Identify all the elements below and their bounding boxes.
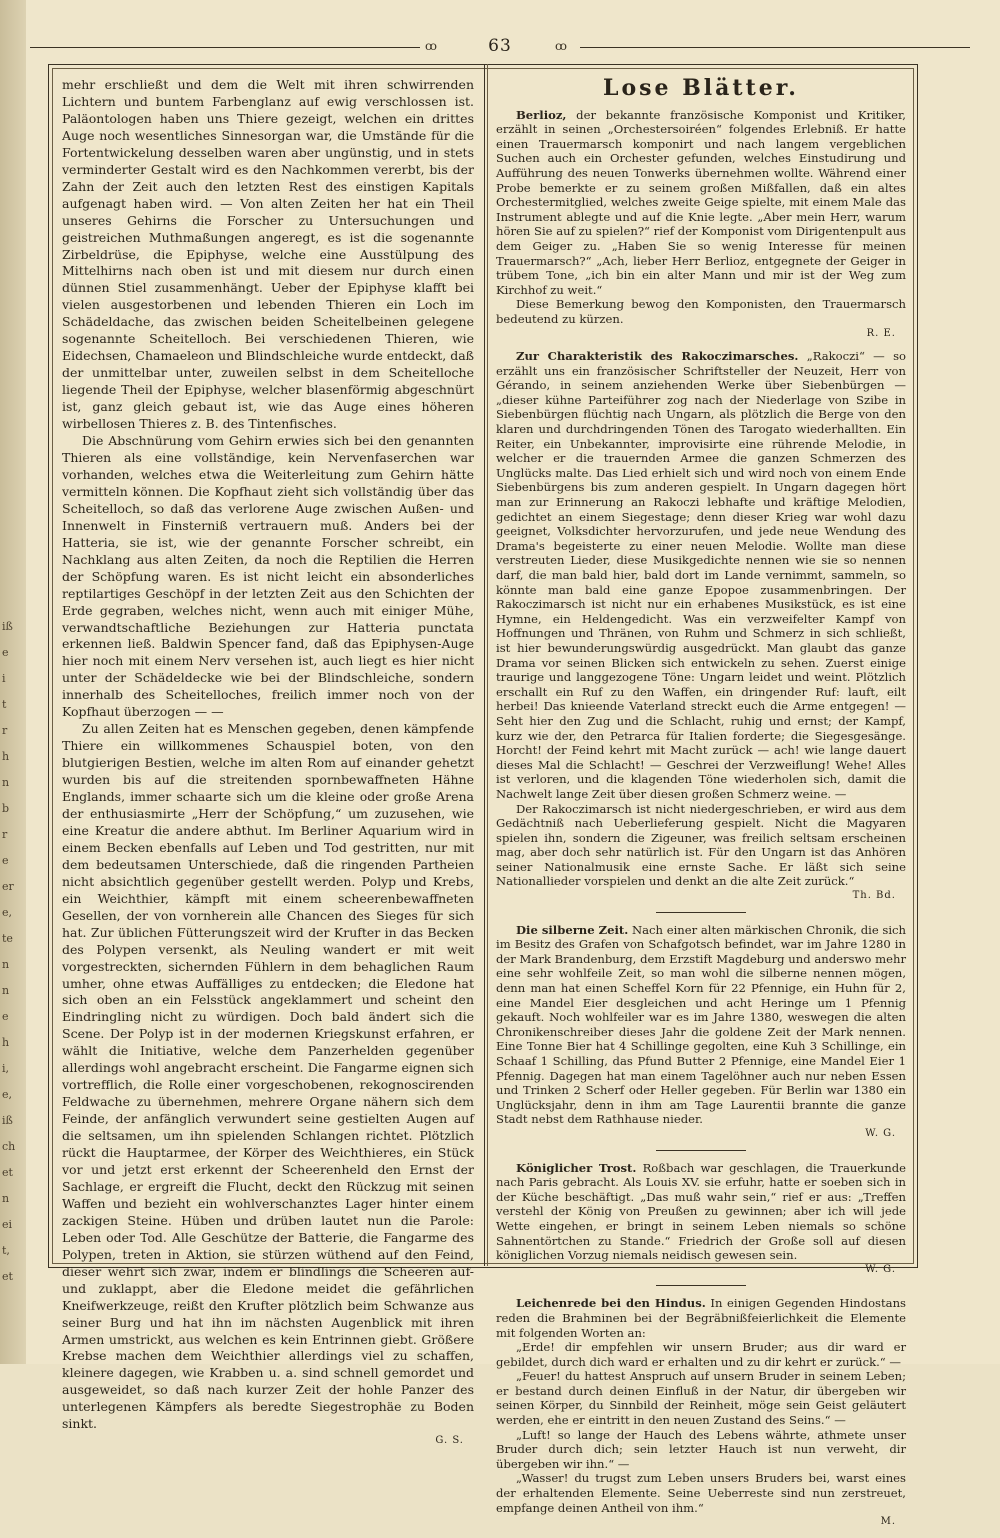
article-silberne-zeit xyxy=(496,923,906,1142)
article-separator xyxy=(656,912,746,913)
binding-edge-strip xyxy=(0,0,26,1364)
right-column xyxy=(496,77,906,1538)
left-paragraph: Die Abschnürung vom Gehirn erwies sich bei den genannten Thieren als eine vollständige, kein Nervenfaserchen war vorhanden, welches etwa die Weiterleitung zum Gehirn hätte vermitteln können. Die Kopfhaut zieht sich vollständig über das Scheitelloch, so daß das verlorene Auge zwischen Außen- und Innenwelt in Finsterniß vertrauern muß. Anders bei der Hatteria, sie ist, wie der genannte Forscher schreibt, ein Nachklang aus alten Zeiten, da noch die Reptilien die Herren der Schöpfung waren. Es ist nicht leicht ein absonderliches reptilartiges Geschöpf in der letzten Zeit aus den Schichten der Erde gegraben, welches nicht, wenn auch mit einiger Mühe, verwandtschaftliche Beziehungen zur Hatteria punctata erkennen ließ. Baldwin Spencer fand, daß das Epiphysen-Auge hier noch mit einem Nerv versehen ist, auch liegt es hier nicht unter der Schädeldecke wie bei der Blindschleiche, sondern innerhalb des Scheitelloches, freilich immer noch von der Kopfhaut überzogen — — xyxy=(62,433,474,720)
page-header xyxy=(30,36,970,60)
article-paragraph: Diese Bemerkung bewog den Komponisten, den Trauermarsch bedeutend zu kürzen. xyxy=(496,297,906,326)
margin-fragment: n xyxy=(2,984,10,997)
margin-fragment: e, xyxy=(2,1088,13,1101)
margin-fragment: ei xyxy=(2,1218,13,1231)
article-headline: Die silberne Zeit. xyxy=(516,922,629,937)
margin-fragment: n xyxy=(2,1192,10,1205)
margin-fragment: ch xyxy=(2,1140,16,1153)
article-paragraph: Der Rakoczimarsch ist nicht niedergeschrieben, er wird aus dem Gedächtniß nach Ueberlieferung gespielt. Nicht die Magyaren spielen ihn, sondern die Zigeuner, was freilich seltsam erscheinen mag, aber doch sehr natürlich ist. Für den Ungarn ist das Anhören seiner Nationalmusik eine ernste Sache. Er läßt sich seine Nationallieder vorspielen und denkt an die alte Zeit zurück.“ xyxy=(496,801,906,889)
article-body: Nach einer alten märkischen Chronik, die sich im Besitz des Grafen von Schafgotsch befindet, war im Jahre 1280 in der Mark Brandenburg, dem Erzstift Magdeburg und anderswo mehr eine sehr wohlfeile Zeit, so man wohl die silberne nennen mögen, denn man hat einen Scheffel Korn für 22 Pfennige, ein Huhn für 2, eine Mandel Eier desgleichen und acht Heringe um 1 Pfennig gekauft. Noch wohlfeiler war es im Jahre 1380, weswegen die alten Chronikenschreiber dieses Jahr die goldene Zeit der Mark nennen. Eine Tonne Bier hat 4 Schillinge gegolten, eine Kuh 3 Schillinge, ein Schaaf 1 Schilling, das Pfund Butter 2 Pfennige, eine Mandel Eier 1 Pfennig. Dagegen hat man einem Tagelöhner auch nur neben Essen und Trinken 2 Scherf oder Heller gegeben. Für Berlin war 1380 ein Unglücksjahr, denn in ihm am Tage Laurentii brannte die ganze Stadt nebst dem Rathhause nieder. xyxy=(496,922,906,1127)
margin-fragment: e xyxy=(2,646,9,659)
article-paragraph xyxy=(496,108,906,298)
margin-fragment: e, xyxy=(2,906,13,919)
article-body: „Rakoczi“ — so erzählt uns ein französischer Schriftsteller der Neuzeit, Herr von Gérando, in seinem anziehenden Werke über Siebenbürgen — „dieser kühne Parteiführer zog nach der Niederlage von Szibe in Siebenbürgen flüchtig nach Ungarn, als plötzlich die Berge von den klaren und durchdringenden Tönen des Tarogato wiederhallten. Ein Reiter, ein Unbekannter, improvisirte eine rührende Melodie, in welcher er die trauernden Armee die ganzen Schmerzen des Unglücks malte. Das Lied erhielt sich und wird noch von einem Ende Siebenbürgens bis zum anderen gespielt. In Ungarn dagegen hört man zur Erinnerung an Rakoczi lebhafte und kräftige Melodien, gedichtet an einem Siegestage; denn dieser Krieg war wohl dazu geeignet, Volksdichter hervorzurufen, und jede neue Wendung des Drama's begeisterte zu einer neuen Melodie. Wollte man diese verstreuten Lieder, diese Musikgedichte nennen wie sie so nennen darf, die man bald hier, bald dort im Lande vernimmt, sammeln, so könnte man bald eine ganze Epopoe zusammenbringen. Der Rakoczimarsch ist nicht nur ein erhabenes Musikstück, es ist eine Hymne, ein Heldengedicht. Was ein verzweifelter Kampf von Hoffnungen und Thränen, von Ruhm und Schmerz in sich schließt, ist hier bewunderungswürdig ausgedrückt. Man glaubt das ganze Drama vor seinen Blicken sich entwickeln zu sehen. Zuerst einige traurige und langgezogene Töne: Ungarn leidet und weint. Plötzlich erschallt ein Ruf zu den Waffen, ein dringender Ruf: lauft, eilt herbei! Das knieende Vaterland streckt euch die Arme entgegen! — Seht hier den Zug und die Schlacht, ruhig und ernst; der Kampf, kurz wie der, den Petrarca für Italien forderte; die Siegesgesänge. Horcht! der Feind kehrt mit Macht zurück — ach! wie lange dauert dieses Mal die Schlacht! — Geschrei der Verzweiflung! Wehe! Alles ist verloren, und die klagenden Töne wiederholen sich, damit die Nachwelt lange Zeit über diesen großen Schmerz weine. — xyxy=(496,349,906,801)
article-verse: „Erde! dir empfehlen wir unsern Bruder; aus dir ward er gebildet, durch dich ward er erhalten und zu dir kehrt er zurück.“ — xyxy=(496,1340,906,1369)
article-paragraph xyxy=(496,349,906,801)
column-divider xyxy=(484,64,488,1266)
left-paragraph: mehr erschließt und dem die Welt mit ihren schwirrenden Lichtern und buntem Farbenglanz auf ewig verschlossen ist. Paläontologen haben uns Thiere gezeigt, welchen ein drittes Auge noch wesentliches Sinnesorgan war, die Umstände für die Fortentwickelung desselben waren aber ungünstig, und in stets verminderter Gestalt wird es den Nachkommen vererbt, bis der Zahn der Zeit auch den letzten Rest des einstigen Kapitals aufgenagt haben wird. — Von alten Zeiten her hat ein Theil unseres Gehirns die Forscher zu Untersuchungen und geistreichen Muthmaßungen angeregt, es ist die sogenannte Zirbeldrüse, die Epiphyse, welche eine Ausstülpung des Mittelhirns nach oben ist und mit diesem nur durch einen dünnen Stiel zusammenhängt. Ueber der Epiphyse klafft bei vielen ausgestorbenen und lebenden Thieren ein Loch im Schädeldache, das zwischen beiden Scheitelbeinen gelegene sogenannte Scheitelloch. Bei verschiedenen Thieren, wie Eidechsen, Chamaeleon und Blindschleiche wurde entdeckt, daß der unmittelbar unter, zuweilen selbst in dem Scheitelloche liegende Theil der Epiphyse, welcher blasenförmig abgeschnürt ist, ganz gleich gebaut ist, wie das Auge eines höheren wirbellosen Thieres z. B. des Tintenfisches. xyxy=(62,77,475,432)
margin-fragment: t xyxy=(2,698,7,711)
article-headline: Königlicher Trost. xyxy=(516,1160,637,1175)
margin-fragment: r xyxy=(2,724,8,737)
margin-fragment: te xyxy=(2,932,13,945)
margin-fragment: b xyxy=(2,802,10,815)
margin-fragment: er xyxy=(2,880,14,893)
article-paragraph xyxy=(496,1161,906,1263)
article-paragraph xyxy=(496,1296,906,1340)
article-body: der bekannte französische Komponist und Kritiker, erzählt in seinen „Orchestersoiréen“ folgendes Erlebniß. Er hatte einen Trauermarsch komponirt und nach langem vergeblichen Suchen auch ein Orchester gefunden, welches Einstudirung und Aufführung des neuen Tonwerks übernehmen wollte. Während einer Probe bemerkte er zu seinem großen Mißfallen, daß ein altes Orchestermitglied, welches zweite Geige spielte, mit einem Male das Instrument ablegte und auf die Knie legte. „Aber mein Herr, warum hören Sie auf zu spielen?“ rief der Komponist vom Dirigentenpult aus dem Geiger zu. „Haben Sie so wenig Interesse für meinen Trauermarsch?“ „Ach, lieber Herr Berlioz, entgegnete der Geiger in trübem Tone, „ich bin ein alter Mann und mir ist der Weg zum Kirchhof zu weit.“ xyxy=(496,107,906,297)
article-signature: W. G. xyxy=(865,1263,896,1275)
article-signature: Th. Bd. xyxy=(852,890,896,902)
left-signature: G. S. xyxy=(435,1435,464,1447)
article-signature: M. xyxy=(880,1516,896,1528)
ornament-right-icon: ꝏ xyxy=(555,39,567,53)
section-title: Lose Blätter. xyxy=(603,75,799,101)
margin-fragment: iß xyxy=(2,1114,13,1127)
article-headline: Zur Charakteristik des Rakoczimarsches. xyxy=(516,349,799,364)
margin-fragment: r xyxy=(2,828,8,841)
margin-fragment: et xyxy=(2,1270,13,1283)
header-rule-right xyxy=(580,47,970,48)
left-column xyxy=(62,77,474,1452)
margin-fragment: et xyxy=(2,1166,13,1179)
page-number: 63 xyxy=(488,36,512,56)
margin-fragment: n xyxy=(2,958,10,971)
article-separator xyxy=(656,1285,746,1286)
article-separator xyxy=(656,1150,746,1151)
article-leichenrede xyxy=(496,1296,906,1530)
margin-fragment: iß xyxy=(2,620,13,633)
margin-fragment: n xyxy=(2,776,10,789)
article-verse: „Wasser! du trugst zum Leben unsers Bruders bei, warst eines der erhaltenden Elemente. Seine Ueberreste sind nun zerstreuet, empfange deinen Antheil von ihm.“ xyxy=(496,1471,906,1515)
article-verse: „Luft! so lange der Hauch des Lebens währte, athmete unser Bruder durch dich; sein letzter Hauch ist nun verweht, dir übergeben wir ihn.“ — xyxy=(496,1427,906,1471)
margin-fragment: i xyxy=(2,672,6,685)
article-verse: „Feuer! du hattest Anspruch auf unsern Bruder in seinem Leben; er bestand durch deinen Einfluß in der Natur, dir übergeben wir seinen Körper, du Sinnbild der Reinheit, möge sein Geist geläutert werden, ehe er eintritt in den neuen Zustand des Seins.“ — xyxy=(496,1369,906,1428)
ornament-left-icon: ꝏ xyxy=(425,39,437,53)
article-headline: Leichenrede bei den Hindus. xyxy=(516,1296,706,1311)
margin-fragment: e xyxy=(2,854,9,867)
margin-fragment: e xyxy=(2,1010,9,1023)
margin-fragment: h xyxy=(2,750,10,763)
article-headline: Berlioz, xyxy=(516,107,567,122)
margin-fragment: t, xyxy=(2,1244,10,1257)
article-berlioz xyxy=(496,108,906,342)
article-rakoczi xyxy=(496,349,906,904)
article-body: Roßbach war geschlagen, die Trauerkunde nach Paris gebracht. Als Louis XV. sie erfuhr, hatte er soeben sich in der Küche beschäftigt. „Das muß wahr sein,“ rief er aus: „Treffen verstehl der König von Preußen zu gewinnen; aber ich will jede Wette eingehen, er bringt in seinem Leben niemals so schöne Sahnentörtchen zu Stande.“ Friedrich der Große soll auf diesen königlichen Vorzug niemals neidisch gewesen sein. xyxy=(496,1160,907,1263)
article-paragraph xyxy=(496,923,906,1127)
header-rule-left xyxy=(30,47,420,48)
article-signature: W. G. xyxy=(865,1127,896,1139)
margin-fragment: i, xyxy=(2,1062,10,1075)
article-body: In einigen Gegenden Hindostans reden die Brahminen bei der Begräbnißfeierlichkeit die Elemente mit folgenden Worten an: xyxy=(496,1296,906,1340)
left-paragraph: Zu allen Zeiten hat es Menschen gegeben, denen kämpfende Thiere ein willkommenes Schauspiel boten, von den blutgierigen Bestien, welche im alten Rom auf einander gehetzt wurden bis auf die streitenden spornbewaffneten Hähne Englands, immer schaarte sich um die kleine oder große Arena der enthusiasmirte „Herr der Schöpfung,“ um zuzusehen, wie eine Kreatur die andere abthut. Im Berliner Aquarium wird in einem Becken ebenfalls auf Leben und Tod gestritten, nur mit dem bedeutsamen Unterschiede, daß die ringenden Partheien nicht absichtlich gegenüber gestellt werden. Polyp und Krebs, ein Weichthier, kämpft mit einem scheerenbewaffneten Gesellen, der von vornherein alle Chancen des Sieges für sich hat. Zur üblichen Fütterungszeit wird der Krufter in das Becken des Polypen versenkt, als Neuling wandert er mit weit vorgestreckten, sichernden Fühlern in dem behaglichen Raum umher, ohne etwas Auffälliges zu entdecken; die Eledone hat sich oben an ein Felsstück angeklammert und scheint den Eindringling nicht zu würdigen. Doch bald ändert sich die Scene. Der Polyp ist in der modernen Kriegskunst erfahren, er wählt die Initiative, welche dem Panzerhelden gegenüber allerdings wohl angebracht erscheint. Die Fangarme eignen sich vortrefflich, die Rolle einer vorgeschobenen, rekognoscirenden Feldwache zu übernehmen, mehrere Organe nähern sich dem Feinde, der anfänglich verwundert seine gestielten Augen auf die seltsamen, um ihn spielenden Schlangen richtet. Plötzlich rückt die Hauptarmee, der Körper des Weichthieres, ein Stück vor und jetzt erst erkennt der Scheerenheld den Ernst der Sachlage, er ergreift die Flucht, deckt den Rückzug mit seinen Waffen und bezieht ein wohlverschanztes Lager hinter einem zackigen Steine. Hüben und drüben lautet nun die Parole: Leben oder Tod. Alle Geschütze der Batterie, die Fangarme des Polypen, treten in Aktion, sie stürzen wüthend auf den Feind, dieser wehrt sich zwar, indem er blindlings die Scheeren auf- und zuklappt, aber die Eledone meidet die gefährlichen Kneifwerkzeuge, reißt den Krufter plötzlich beim Schwanze aus seiner Burg und hat ihn im nächsten Augenblick mit ihren Armen umstrickt, aus welchen es kein Entrinnen giebt. Größere Krebse machen dem Weichthier allerdings viel zu schaffen, kleinere dagegen, wie Krabben u. a. sind schnell gemordet und ausgeweidet, so daß nach kurzer Zeit der hohle Panzer des unterlegenen Kämpfers als beredte Siegestrophäe zu Boden sinkt. xyxy=(62,721,474,1432)
margin-fragment: h xyxy=(2,1036,10,1049)
article-koeniglicher-trost xyxy=(496,1161,906,1278)
article-signature: R. E. xyxy=(866,327,896,339)
